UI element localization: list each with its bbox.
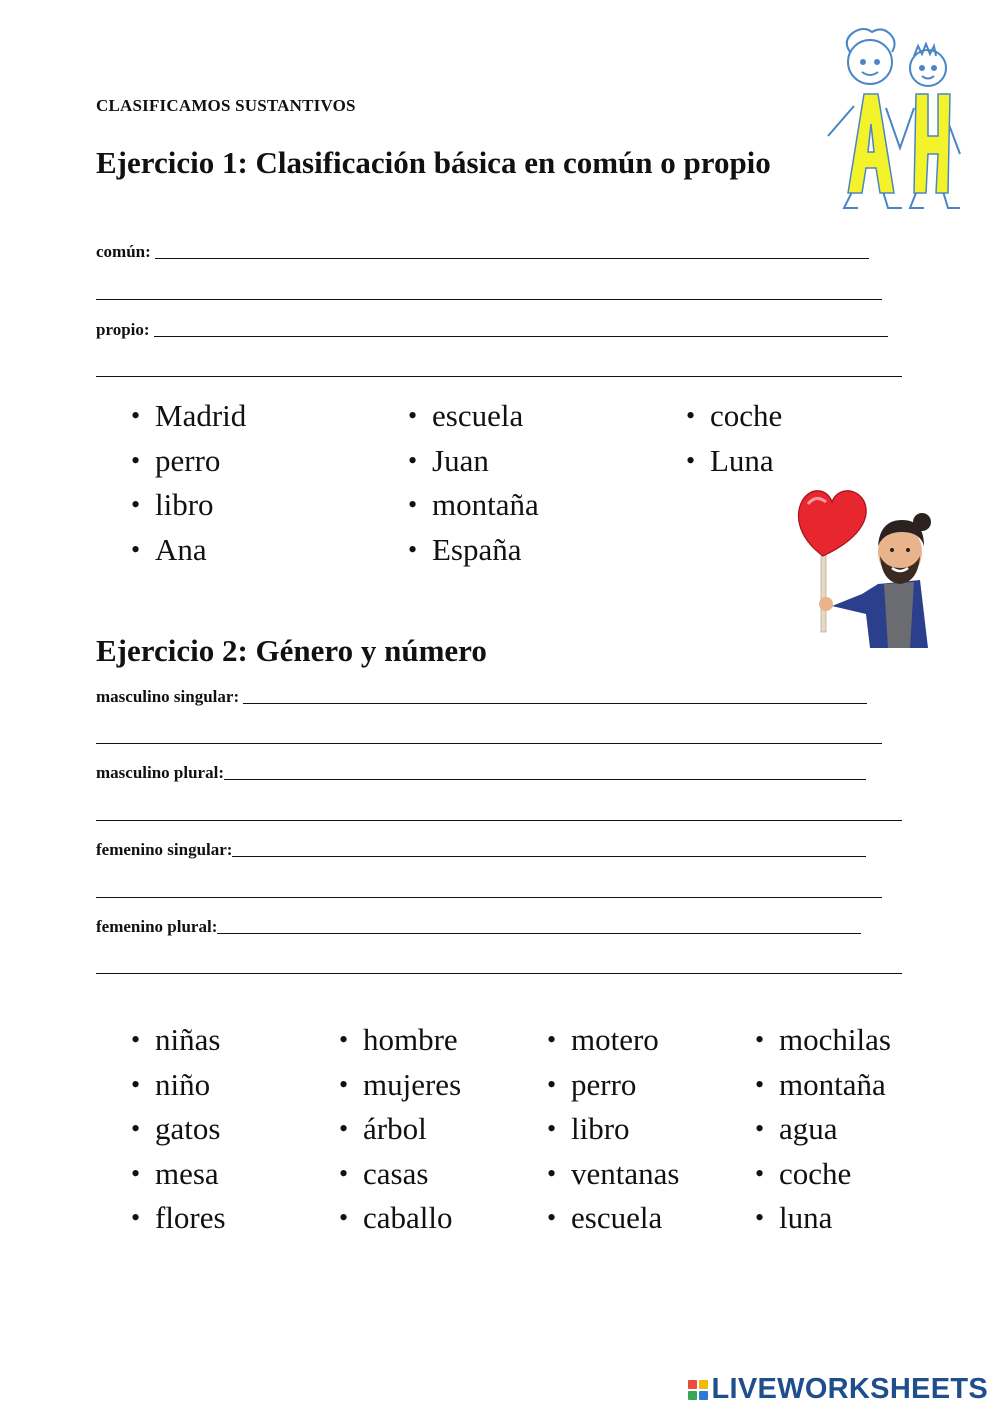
word-item: • coche (755, 1152, 891, 1197)
word-item: • casas (339, 1152, 461, 1197)
word-item: • escuela (408, 394, 539, 439)
watermark-text: LIVEWORKSHEETS (711, 1373, 988, 1405)
exercise1-word-list-3 (686, 394, 782, 483)
exercise1-word-list-1 (131, 394, 246, 572)
fem-plur-field-row (96, 917, 861, 937)
worksheet-header: CLASIFICAMOS SUSTANTIVOS (96, 96, 356, 115)
propio-answer-line-2[interactable] (96, 376, 902, 377)
fem-plur-answer-line-2[interactable] (96, 973, 902, 974)
word-item: • Madrid (131, 394, 246, 439)
fem-sing-answer-line[interactable] (232, 856, 866, 857)
word-item: • España (408, 528, 539, 573)
word-item: • Juan (408, 439, 539, 484)
word-item: • luna (755, 1196, 891, 1241)
masc-plur-answer-line-2[interactable] (96, 820, 902, 821)
propio-label: propio: (96, 320, 150, 339)
masc-sing-answer-line-2[interactable] (96, 743, 882, 744)
word-item: • agua (755, 1107, 891, 1152)
word-item: • flores (131, 1196, 226, 1241)
masc-sing-label: masculino singular: (96, 687, 240, 706)
liveworksheets-logo-icon (688, 1380, 708, 1400)
exercise2-word-list-1 (131, 1018, 226, 1241)
comun-answer-line-2[interactable] (96, 299, 882, 300)
masc-plur-answer-line[interactable] (224, 779, 866, 780)
liveworksheets-watermark[interactable] (688, 1373, 989, 1406)
propio-field-row (96, 320, 888, 340)
fem-plur-label: femenino plural: (96, 917, 218, 936)
word-item: • gatos (131, 1107, 226, 1152)
comun-answer-line[interactable] (155, 258, 869, 259)
word-item: • libro (131, 483, 246, 528)
word-item: • perro (547, 1063, 679, 1108)
word-item: • caballo (339, 1196, 461, 1241)
exercise1-word-list-2 (408, 394, 539, 572)
masc-sing-answer-line[interactable] (243, 703, 867, 704)
masc-plur-field-row (96, 763, 866, 783)
kids-ah-logo-icon (818, 28, 968, 214)
word-item: • montaña (755, 1063, 891, 1108)
exercise1-title: Ejercicio 1: Clasificación básica en común o propio (96, 145, 771, 180)
word-item: • niñas (131, 1018, 226, 1063)
word-item: • mesa (131, 1152, 226, 1197)
masc-plur-label: masculino plural: (96, 763, 224, 782)
word-item: • perro (131, 439, 246, 484)
word-item: • árbol (339, 1107, 461, 1152)
word-item: • ventanas (547, 1152, 679, 1197)
fem-sing-label: femenino singular: (96, 840, 233, 859)
exercise2-title: Ejercicio 2: Género y número (96, 633, 487, 668)
comun-label: común: (96, 242, 151, 261)
word-item: • Luna (686, 439, 782, 484)
word-item: • montaña (408, 483, 539, 528)
comun-field-row (96, 242, 869, 262)
fem-sing-field-row (96, 840, 866, 860)
propio-answer-line[interactable] (154, 336, 888, 337)
fem-plur-answer-line[interactable] (217, 933, 861, 934)
word-item: • motero (547, 1018, 679, 1063)
word-item: • mujeres (339, 1063, 461, 1108)
word-item: • niño (131, 1063, 226, 1108)
word-item: • coche (686, 394, 782, 439)
exercise2-word-list-2 (339, 1018, 461, 1241)
word-item: • mochilas (755, 1018, 891, 1063)
fem-sing-answer-line-2[interactable] (96, 897, 882, 898)
word-item: • libro (547, 1107, 679, 1152)
word-item: • hombre (339, 1018, 461, 1063)
exercise2-word-list-4 (755, 1018, 891, 1241)
masc-sing-field-row (96, 687, 867, 707)
word-item: • escuela (547, 1196, 679, 1241)
word-item: • Ana (131, 528, 246, 573)
avatar-with-heart-lollipop-icon (792, 484, 942, 648)
exercise2-word-list-3 (547, 1018, 679, 1241)
